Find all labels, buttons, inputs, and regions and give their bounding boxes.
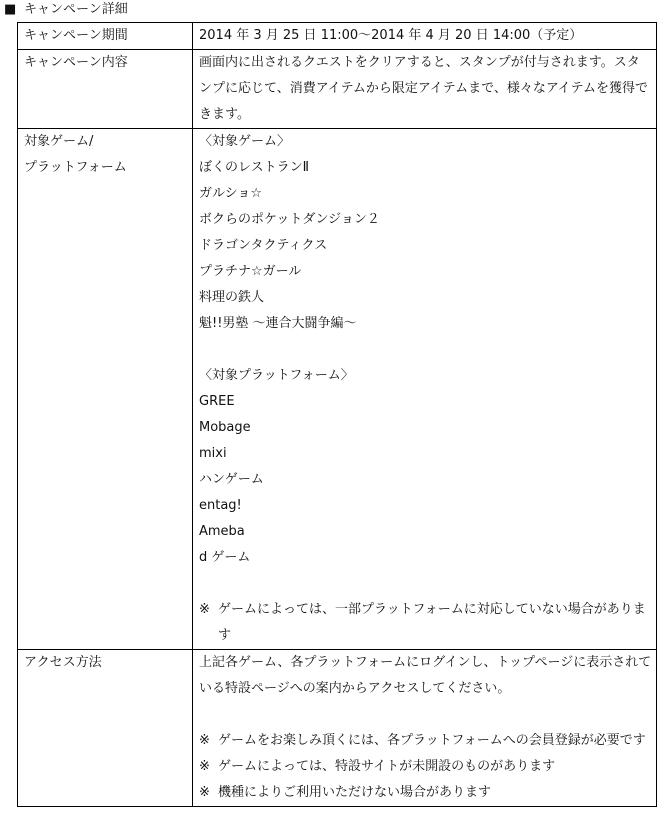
access-note <box>199 728 652 754</box>
table-row-access <box>18 650 657 807</box>
square-bullet-icon: ■ <box>4 2 17 17</box>
game-item: 魁!!男塾 〜連合大闘争編〜 <box>199 316 357 331</box>
section-heading <box>4 0 128 20</box>
access-note-text: ゲームによっては、特設サイトが未開設のものがあります <box>218 759 556 774</box>
table-row-period <box>18 23 657 50</box>
campaign-details-table <box>17 22 657 807</box>
platform-item: d ゲーム <box>199 550 251 565</box>
platform-item: entag! <box>199 498 242 513</box>
targets-note <box>199 597 652 649</box>
access-value <box>193 650 657 807</box>
game-item: ガルショ☆ <box>199 186 263 201</box>
targets-label-line2: プラットフォーム <box>24 160 127 175</box>
platform-item: Mobage <box>199 420 251 435</box>
access-note <box>199 754 652 780</box>
targets-value <box>193 129 657 650</box>
platform-item: mixi <box>199 446 227 461</box>
targets-label <box>18 129 193 650</box>
table-row-targets <box>18 129 657 650</box>
platform-item: ハンゲーム <box>199 472 264 487</box>
game-item: ボクらのポケットダンジョン２ <box>199 212 380 227</box>
access-note-text: 機種によりご利用いただけない場合があります <box>218 785 492 800</box>
targets-label-line1: 対象ゲーム/ <box>24 134 94 149</box>
access-note-text: ゲームをお楽しみ頂くには、各プラットフォームへの会員登録が必要です <box>218 733 646 748</box>
game-item: 料理の鉄人 <box>199 290 265 305</box>
content-value <box>193 50 657 129</box>
platform-item: GREE <box>199 394 235 409</box>
note-mark: ※ <box>199 785 210 800</box>
spacer <box>199 702 652 728</box>
game-item: ぼくのレストランⅡ <box>199 160 310 175</box>
game-item: プラチナ☆ガール <box>199 264 302 279</box>
game-item: ドラゴンタクティクス <box>199 238 328 253</box>
spacer <box>199 337 652 363</box>
content-text: 画面内に出されるクエストをクリアすると、スタンプが付与されます。スタンプに応じて、消費アイテムから限定アイテムまで、様々なアイテムを獲得できます。 <box>199 55 649 122</box>
table-row-content <box>18 50 657 129</box>
platform-item: Ameba <box>199 524 245 539</box>
spacer <box>199 571 652 597</box>
period-value: 2014 年 3 月 25 日 11:00〜2014 年 4 月 20 日 14:00（予定） <box>193 23 657 50</box>
section-title: キャンペーン詳細 <box>24 2 128 17</box>
games-heading: 〈対象ゲーム〉 <box>199 134 291 149</box>
content-label: キャンペーン内容 <box>18 50 193 129</box>
access-note <box>199 780 652 806</box>
access-text: 上記各ゲーム、各プラットフォームにログインし、トップページに表示されている特設ページへの案内からアクセスしてください。 <box>199 655 652 696</box>
period-label: キャンペーン期間 <box>18 23 193 50</box>
note-mark: ※ <box>199 602 210 617</box>
targets-note-text: ゲームによっては、一部プラットフォームに対応していない場合があります <box>218 602 646 643</box>
platforms-heading: 〈対象プラットフォーム〉 <box>199 368 354 383</box>
note-mark: ※ <box>199 759 210 774</box>
note-mark: ※ <box>199 733 210 748</box>
access-label: アクセス方法 <box>18 650 193 807</box>
